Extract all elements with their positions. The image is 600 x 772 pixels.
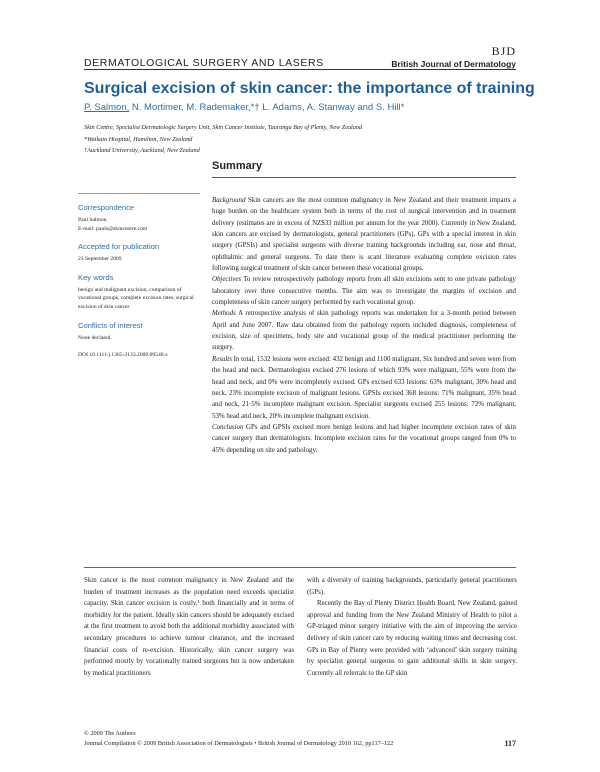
abstract xyxy=(212,195,516,456)
author-1[interactable]: P. Salmon, xyxy=(84,102,130,113)
affiliation-2: *Waikato Hospital, Hamilton, New Zealand xyxy=(84,135,193,143)
summary-divider xyxy=(212,177,516,178)
correspondence-block xyxy=(78,203,200,233)
abstract-label: Conclusion xyxy=(212,423,244,431)
abstract-background xyxy=(212,195,516,274)
abstract-label: Results xyxy=(212,355,232,363)
accepted-date: 23 September 2009 xyxy=(78,256,122,263)
author-4[interactable]: L. Adams, xyxy=(262,102,305,113)
correspondence-name: Paul Salmon. xyxy=(78,217,108,223)
sidebar-divider xyxy=(78,193,200,194)
journal-name: British Journal of Dermatology xyxy=(391,59,516,69)
affiliation-3: †Auckland University, Auckland, New Zealand xyxy=(84,147,200,154)
accepted-block xyxy=(78,242,200,264)
body-paragraph: with a diversity of training backgrounds, particularly general practitioners (GPs). xyxy=(307,577,517,596)
abstract-objectives xyxy=(212,274,516,308)
affiliation-1: Skin Centre, Specialist Dermatologic Surgery Unit, Skin Cancer Institute, Tauranga Bay of Plenty, New Zealand xyxy=(84,124,363,131)
footer-authors-copyright: © 2009 The Authors xyxy=(84,730,136,737)
body-column-left xyxy=(84,575,294,679)
page-footer xyxy=(84,729,393,749)
abstract-text: In total, 1532 lesions were excised: 432 benign and 1100 malignant. Six hundred and seven were from the head and neck. Dermatologists excised 276 lesions of which 93% were malignant, 55% were from the head and neck, and 0% were incompletely excised. GPs excised 633 lesions: 63% malignant, 30% head and neck, 23% incomplete excision of malignant lesions. GPSIs excised 368 lesions: 71% malignant, 35% head and neck, 21·5% incomplete malignant excision. Specialist surgeons excised 255 lesions: 72% malignant, 53% head and neck, 20% incomplete malignant excision. xyxy=(212,355,516,420)
author-6[interactable]: S. Hill* xyxy=(375,102,405,113)
footer-journal-citation: Journal Compilation © 2009 British Association of Dermatologists • British Journal of Dermatology 2010 162, pp117–122 xyxy=(84,740,394,747)
body-column-right xyxy=(307,575,517,679)
author-3[interactable]: M. Rademaker,*† xyxy=(183,102,263,113)
conflicts-heading: Conflicts of interest xyxy=(78,320,143,330)
journal-masthead xyxy=(391,44,516,69)
author-5[interactable]: A. Stanway and xyxy=(304,102,376,113)
correspondence-email[interactable]: E-mail: pauls@skincentre.com xyxy=(78,225,148,232)
doi[interactable]: DOI 10.1111/j.1365-2133.2009.09548.x xyxy=(78,352,168,359)
conflicts-block xyxy=(78,321,200,343)
correspondence-heading: Correspondence xyxy=(78,203,135,212)
body-paragraph: Recently the Bay of Plenty District Health Board, New Zealand, gained approval and funding from the New Zealand Ministry of Health to pilot a GP-triaged minor surgery initiative with the aim of improving the service delivery of skin cancer care by reducing waiting times and decreasing cost. GPs in Bay of Plenty were provided with ‘advanced’ skin surgery training by specialist general surgeons to gain additional skills in skin surgery. Currently all referrals to the GP skin xyxy=(307,600,517,677)
header-divider xyxy=(84,69,516,70)
abstract-text: GPs and GPSIs excised more benign lesions and had higher incomplete excision rates of skin cancer surgery than dermatologists. Incomplete excision rates for the vocational groups ranged from 0% to 45% depending on site and pathology. xyxy=(212,423,516,454)
abstract-label: Objectives xyxy=(212,276,242,284)
conflicts-text: None declared. xyxy=(78,334,112,341)
abstract-text: Skin cancers are the most common malignancy in New Zealand and their treatment imparts a huge burden on the healthcare system both in terms of the cost of surgical intervention and in treatment delivery (estimates are in excess of NZ$33 million per annum for the year 2000). Currently in New Zealand, skin cancers are excised by dermatologists, general practitioners (GPs), GPs with a special interest in skin surgery (GPSIs) and specialist surgeons with diverse training backgrounds including ear, nose and throat, ophthalmic and general surgeons. To date there is scant literature evaluating complete excision rates following surgical treatment of skin cancer between these vocational groups. xyxy=(212,197,516,273)
abstract-results xyxy=(212,354,516,422)
keywords-text: benign and malignant excision, comparison of vocational groups, complete excision rates, surgical excision of skin cancer xyxy=(78,286,194,310)
section-label: DERMATOLOGICAL SURGERY AND LASERS xyxy=(84,57,324,69)
body-paragraph: Skin cancer is the most common malignancy in New Zealand and the burden of treatment increases as the population need exceeds specialist capacity. Skin cancer excision is costly,¹ both financially and in terms of morbidity for the patient. Ideally skin cancers should be adequately excised at the first treatment to avoid both the additional morbidity associated with secondary procedures to achieve tumour clearance, and the increased financial costs of re-excision. Historically, skin cancer surgery was performed mostly by vocationally trained surgeons but is now undertaken by medical practitioners xyxy=(84,577,294,677)
keywords-block xyxy=(78,273,200,312)
author-list xyxy=(84,102,404,113)
abstract-label: Background xyxy=(212,197,246,204)
summary-heading: Summary xyxy=(212,160,263,172)
page-number: 117 xyxy=(504,739,516,748)
abstract-methods xyxy=(212,308,516,353)
article-title: Surgical excision of skin cancer: the importance of training xyxy=(84,80,535,97)
abstract-text: A retrospective analysis of skin pathology reports was undertaken for a 3-month period between April and June 2007. Raw data obtained from the pathology reports included diagnosis, completeness of excision, size of specimens, body site and vocational group of the medical practitioner performing the surgery. xyxy=(212,310,516,352)
author-2[interactable]: N. Mortimer, xyxy=(129,102,184,113)
keywords-heading: Key words xyxy=(78,272,114,282)
accepted-heading: Accepted for publication xyxy=(78,242,160,252)
abstract-label: Methods xyxy=(212,310,236,318)
journal-abbreviation: BJD xyxy=(491,44,516,58)
body-divider xyxy=(84,567,516,568)
abstract-conclusion xyxy=(212,422,516,456)
abstract-text: To review retrospectively pathology reports from all skin excisions sent to one private pathology laboratory over three consecutive months. The aim was to investigate the margins of excision and completeness of skin cancer surgery performed by each vocational group. xyxy=(212,276,516,307)
article-sidebar xyxy=(78,193,200,369)
affiliations xyxy=(84,122,362,157)
